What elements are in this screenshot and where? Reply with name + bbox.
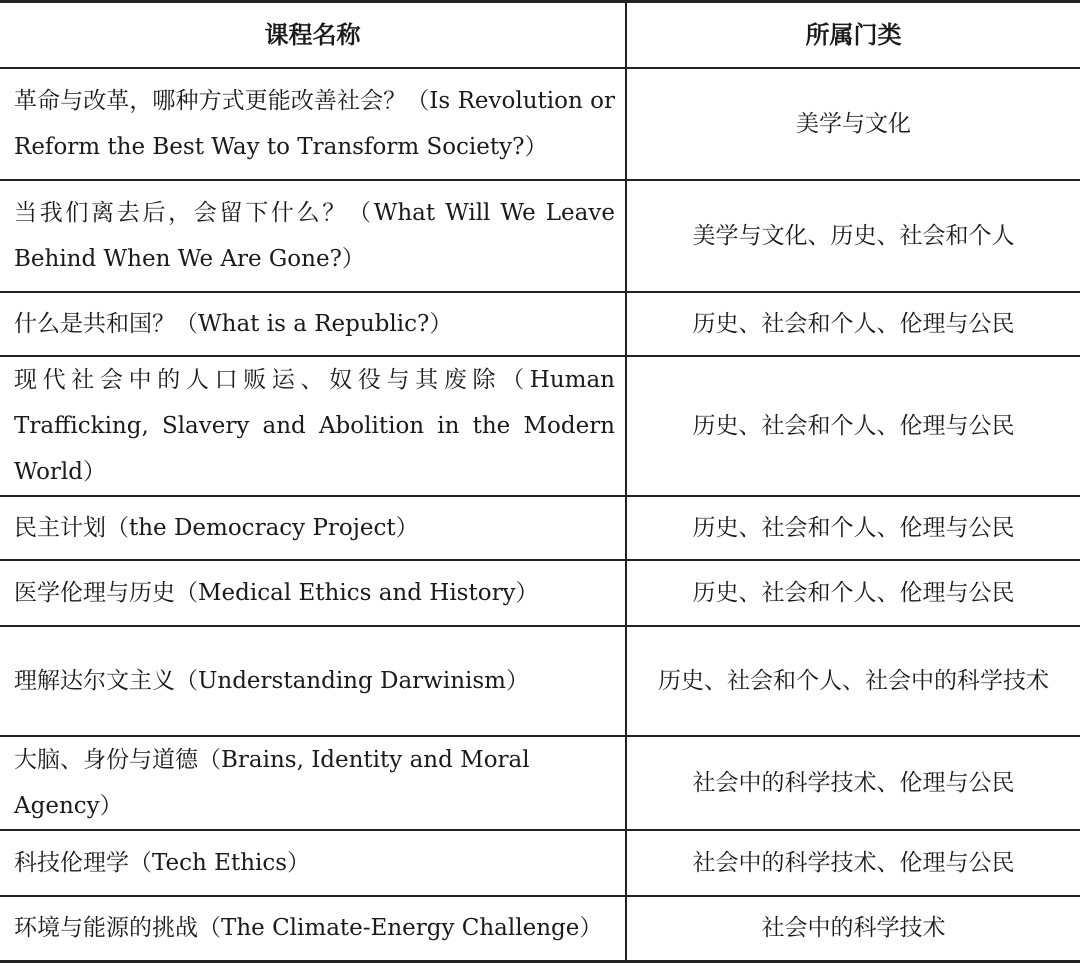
course-name-cell: 民主计划（the Democracy Project） — [14, 514, 419, 541]
category-cell: 历史、社会和个人、伦理与公民 — [626, 356, 1080, 496]
category-cell: 历史、社会和个人、伦理与公民 — [626, 560, 1080, 626]
course-name-cell: 当我们离去后，会留下什么？（What Will We Leave Behind When We Are Gone?） — [14, 199, 615, 272]
course-name-cell: 现代社会中的人口贩运、奴役与其废除（Human Trafficking, Slavery and Abolition in the Modern World） — [14, 366, 615, 485]
table-header-row — [0, 2, 1080, 68]
category-cell: 社会中的科学技术、伦理与公民 — [626, 736, 1080, 830]
table-row — [0, 180, 1080, 292]
category-cell: 历史、社会和个人、伦理与公民 — [626, 496, 1080, 560]
table-row — [0, 830, 1080, 896]
course-name-cell: 大脑、身份与道德（Brains, Identity and Moral Agency） — [14, 746, 530, 819]
table-row — [0, 626, 1080, 736]
table-row — [0, 736, 1080, 830]
category-cell: 美学与文化、历史、社会和个人 — [626, 180, 1080, 292]
table-row — [0, 292, 1080, 356]
table-row — [0, 496, 1080, 560]
course-name-cell: 医学伦理与历史（Medical Ethics and History） — [14, 579, 539, 606]
header-course-name: 课程名称 — [264, 20, 361, 49]
course-name-cell: 什么是共和国？（What is a Republic?） — [14, 310, 453, 337]
course-name-cell: 理解达尔文主义（Understanding Darwinism） — [14, 667, 529, 694]
category-cell: 历史、社会和个人、社会中的科学技术 — [626, 626, 1080, 736]
header-category: 所属门类 — [626, 2, 1080, 68]
table-row — [0, 68, 1080, 180]
course-name-cell: 环境与能源的挑战（The Climate-Energy Challenge） — [14, 915, 603, 942]
table-row — [0, 356, 1080, 496]
table-row — [0, 896, 1080, 962]
category-cell: 社会中的科学技术 — [626, 896, 1080, 962]
course-name-cell: 革命与改革，哪种方式更能改善社会？（Is Revolution or Reform the Best Way to Transform Society?） — [14, 87, 615, 160]
category-cell: 历史、社会和个人、伦理与公民 — [626, 292, 1080, 356]
course-name-cell: 科技伦理学（Tech Ethics） — [14, 849, 311, 876]
category-cell: 社会中的科学技术、伦理与公民 — [626, 830, 1080, 896]
table-row — [0, 560, 1080, 626]
category-cell: 美学与文化 — [626, 68, 1080, 180]
